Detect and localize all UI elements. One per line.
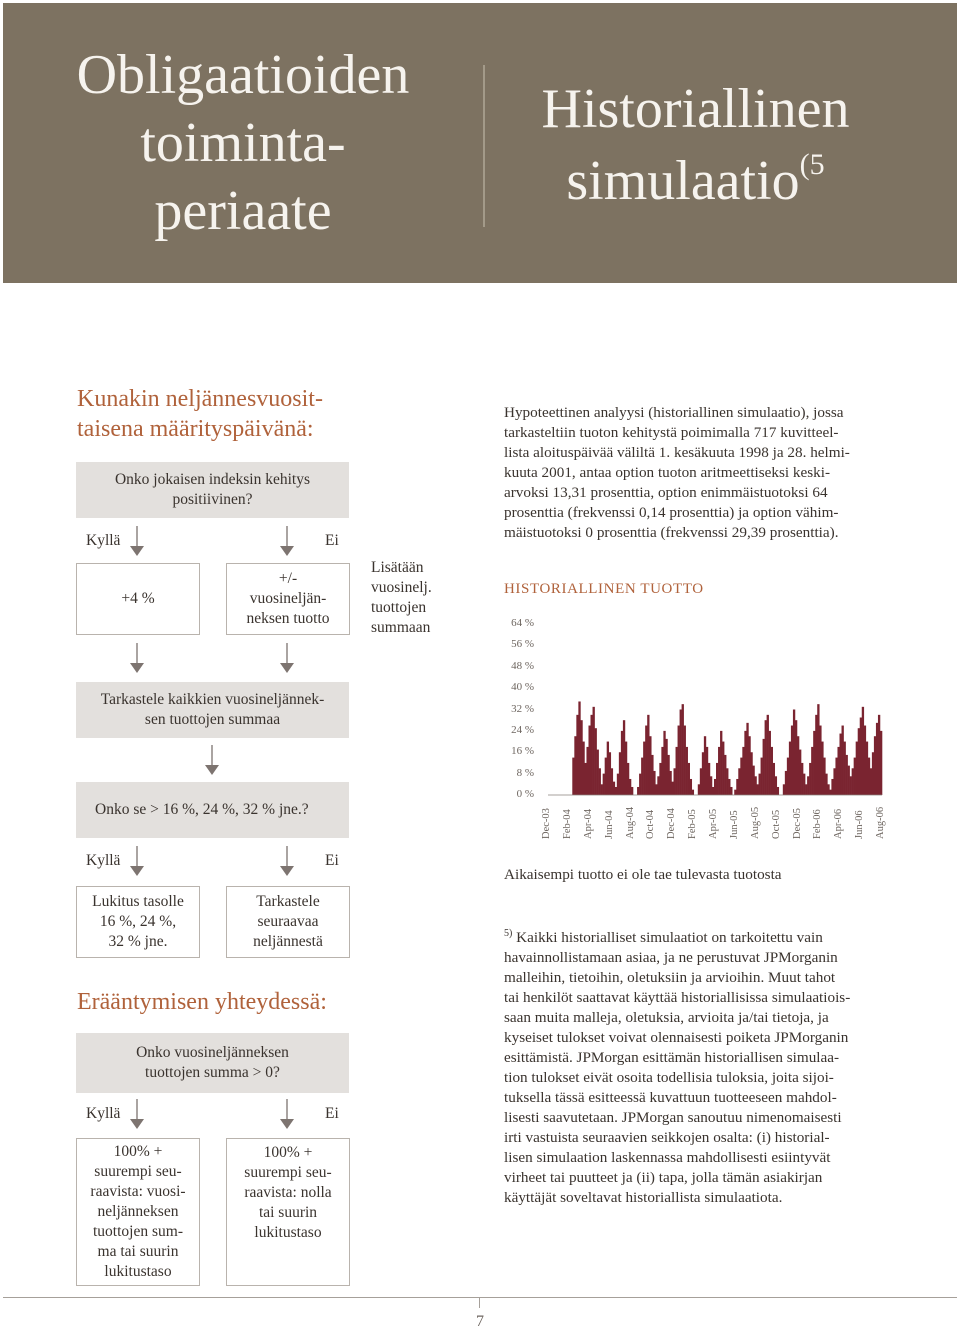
chart-bar: [730, 787, 732, 795]
text-line: kuuta 2001, antaa option tuoton aritmeettiseksi keski-: [504, 464, 831, 481]
chart-bar: [821, 742, 823, 795]
note-line: Lisätään: [371, 559, 424, 576]
chart-bar: [684, 726, 686, 795]
chart-bar: [657, 776, 659, 795]
chart-bar: [839, 734, 841, 795]
chart-bar: [736, 779, 738, 795]
chart-bar: [682, 704, 684, 795]
chart-bar: [809, 763, 811, 795]
chart-bar: [793, 710, 795, 796]
chart-bar: [761, 758, 763, 795]
arrow-down-icon: [280, 846, 294, 876]
yes-label: Kyllä: [86, 1105, 121, 1122]
box-line: Onko jokaisen indeksin kehitys: [114, 471, 311, 488]
text-line: saan muita malleja, oletuksia, arvioita ja/tai tietoja, ja: [504, 1009, 829, 1027]
chart-bar: [777, 787, 779, 795]
x-tick-label: Oct-04: [645, 809, 657, 839]
text-line: Hypoteettinen analyysi (historiallinen simulaatio), jossa: [504, 404, 844, 421]
chart-bar: [765, 720, 767, 795]
arrow-down-icon: [130, 526, 144, 556]
left-title-line: Obligaatioiden: [76, 44, 410, 106]
chart-bar: [860, 718, 862, 795]
chart-bar: [661, 747, 663, 795]
chart-bar: [752, 766, 754, 795]
question-box-index-positive: [76, 462, 349, 518]
section-title-line: taisena määrityspäivänä:: [77, 416, 314, 442]
title-divider: [483, 65, 485, 227]
chart-bar: [842, 726, 844, 795]
chart-bar: [817, 704, 819, 795]
right-title-line: [508, 145, 883, 217]
y-tick-label: 48 %: [511, 659, 534, 672]
question-box-threshold: Onko se > 16 %, 24 %, 32 % jne.?: [76, 782, 349, 838]
box-line: neljännestä: [253, 933, 323, 950]
footnote-marker: 5): [504, 928, 513, 939]
box-line: vuosineljän-: [249, 590, 327, 607]
chart-bar: [607, 742, 609, 795]
chart-bar: [716, 763, 718, 795]
chart-bar: [601, 784, 603, 795]
footer-rule: [3, 1297, 957, 1298]
chart-bar: [872, 752, 874, 795]
left-title-line: toiminta-: [140, 112, 346, 174]
chart-bar: [837, 747, 839, 795]
chart-caption: Aikaisempi tuotto ei ole tae tulevasta tuotosta: [504, 866, 782, 883]
box-line: lukitustaso: [104, 1263, 172, 1280]
text-line: käyttäjät soveltavat historiallista simulaatiota.: [504, 1189, 783, 1207]
chart-bar: [880, 731, 882, 795]
chart-title: HISTORIALLINEN TUOTTO: [504, 581, 704, 597]
x-tick-label: Aug-05: [749, 806, 761, 839]
section-title-quarterly: [77, 384, 367, 444]
chart-bar: [667, 755, 669, 795]
x-tick-label: Aug-04: [624, 806, 636, 839]
arrow-down-icon: [130, 643, 144, 673]
text-line: tarkasteltiin tuoton kehitystä poimimalla 717 kuvitteel-: [504, 424, 839, 441]
chart-bar: [712, 787, 714, 795]
chart-bar: [734, 790, 736, 795]
left-title-line: periaate: [154, 180, 332, 242]
chart-bar: [588, 726, 590, 795]
plusminus-box: [226, 563, 350, 635]
x-tick-label: Dec-05: [791, 808, 803, 839]
chart-bar: [708, 763, 710, 795]
chart-bar: [700, 768, 702, 795]
page-number: 7: [476, 1313, 484, 1330]
box-line: neljänneksen: [97, 1203, 179, 1220]
box-line: tuottojen sum-: [93, 1223, 183, 1240]
y-tick-label: 32 %: [511, 702, 534, 715]
chart-bar: [844, 742, 846, 795]
chart-bar: [789, 742, 791, 795]
chart-bar: [771, 747, 773, 795]
intro-paragraph: [504, 403, 894, 543]
box-line: neksen tuotto: [246, 610, 330, 627]
chart-bar: [829, 790, 831, 795]
chart-bar: [686, 747, 688, 795]
chart-bar: [680, 710, 682, 796]
chart-bar: [627, 763, 629, 795]
chart-bar: [641, 758, 643, 795]
chart-bar: [827, 784, 829, 795]
chart-bar: [795, 720, 797, 795]
no-label: Ei: [325, 852, 339, 869]
box-line: suurempi seu-: [244, 1164, 332, 1181]
box-line: suurempi seu-: [94, 1163, 182, 1180]
x-tick-label: Oct-05: [770, 809, 782, 839]
box-line: 16 %, 24 %,: [99, 913, 177, 930]
y-tick-label: 0 %: [516, 788, 534, 800]
chart-bar: [710, 776, 712, 795]
chart-bar: [738, 768, 740, 795]
chart-bar: [724, 755, 726, 795]
text-line: irti vastuista seuraavien seikkojen osalta: (i) historial-: [504, 1129, 830, 1147]
chart-bar: [611, 768, 613, 795]
box-line: 100% +: [113, 1143, 163, 1160]
chart-bar: [615, 787, 617, 795]
chart-bar: [746, 723, 748, 795]
chart-bar: [835, 758, 837, 795]
arrow-down-icon: [280, 643, 294, 673]
chart-bar: [676, 747, 678, 795]
chart-bar: [599, 768, 601, 795]
x-tick-label: Apr-06: [833, 808, 845, 839]
text-line: tuksella tässä esitteessä kuvattuun tuotteeseen mahdol-: [504, 1089, 837, 1107]
chart-bar: [856, 742, 858, 795]
chart-bar: [609, 752, 611, 795]
lock-box: [76, 886, 200, 958]
chart-bar: [805, 784, 807, 795]
box-line: raavista: vuosi-: [90, 1183, 186, 1200]
chart-bar: [702, 752, 704, 795]
chart-bar: [759, 774, 761, 795]
chart-bar: [801, 763, 803, 795]
chart-bar: [815, 715, 817, 795]
arrow-down-icon: [205, 745, 219, 775]
plus4-box: +4 %: [76, 563, 200, 635]
text-line: [504, 924, 894, 948]
chart-bar: [582, 742, 584, 795]
chart-bar: [811, 747, 813, 795]
chart-bar: [720, 731, 722, 795]
chart-bar: [718, 747, 720, 795]
chart-bar: [669, 771, 671, 795]
chart-area: [490, 610, 890, 850]
box-line: lukitustaso: [254, 1224, 322, 1241]
chart-bar: [674, 768, 676, 795]
chart-bar: [831, 779, 833, 795]
chart-bar: [584, 763, 586, 795]
chart-bar: [750, 752, 752, 795]
x-tick-label: Dec-03: [541, 808, 552, 839]
chart-bar: [625, 742, 627, 795]
x-tick-label: Feb-05: [687, 809, 699, 839]
chart-bar: [748, 736, 750, 795]
box-line: Tarkastele: [256, 893, 320, 910]
chart-bar: [597, 750, 599, 795]
x-tick-label: Jun-04: [603, 810, 615, 839]
chart-bar: [671, 782, 673, 795]
box-line: Lukitus tasolle: [92, 893, 184, 910]
chart-bar: [754, 776, 756, 795]
chart-bar: [878, 715, 880, 795]
box-line: raavista: nolla: [244, 1184, 332, 1201]
chart-bar: [866, 742, 868, 795]
chart-bar: [578, 701, 580, 795]
no-label: Ei: [325, 1105, 339, 1122]
chart-bar: [870, 768, 872, 795]
arrow-down-icon: [130, 846, 144, 876]
chart-bar: [643, 742, 645, 795]
chart-bar: [799, 750, 801, 795]
text-line: lista aloituspäivää väliltä 1. kesäkuuta 1998 ja 28. helmi-: [504, 444, 850, 461]
chart-bar: [651, 755, 653, 795]
text-line: esittämistä. JPMorgan esittämän historiallisen simulaa-: [504, 1049, 840, 1067]
chart-bar: [605, 758, 607, 795]
chart-bar: [572, 758, 574, 795]
box-line: +/-: [278, 570, 298, 587]
chart-bar: [773, 763, 775, 795]
chart-bar: [631, 787, 633, 795]
note-line: vuosinelj.: [371, 579, 432, 596]
note-line: summaan: [371, 619, 431, 636]
x-tick-label: Apr-04: [582, 808, 594, 839]
chart-bar: [591, 715, 593, 795]
y-tick-label: 8 %: [516, 766, 534, 779]
text-span: Kaikki historialliset simulaatiot on tarkoitettu vain: [516, 929, 823, 947]
text-line: havainnollistamaan asiaa, ja ne perustuvat JPMorganin: [504, 949, 838, 967]
next-quarter-box: [226, 886, 350, 958]
chart-bar: [576, 715, 578, 795]
right-title: [508, 73, 883, 217]
chart-bar: [769, 731, 771, 795]
chart-bar: [728, 779, 730, 795]
x-tick-label: Jun-06: [854, 810, 866, 839]
right-title-word: simulaatio: [566, 150, 800, 212]
text-line: virheet tai puutteet ja (ii) tapa, jolla tämän asiakirjan: [504, 1169, 823, 1187]
text-line: arvoksi 13,31 prosenttia, option enimmäistuotoksi 64: [504, 484, 828, 501]
chart-bar: [659, 763, 661, 795]
right-title-line: Historiallinen: [541, 78, 850, 140]
chart-bar: [846, 755, 848, 795]
chart-bar: [706, 747, 708, 795]
chart-bar: [653, 771, 655, 795]
text-line: tion tulokset eivät osoita todellisia tuloksia, joita sijoi-: [504, 1069, 834, 1087]
chart-bar: [617, 774, 619, 795]
text-line: mäistuotoksi 0 prosenttia (frekvenssi 29,39 prosenttia).: [504, 524, 839, 541]
chart-bar: [854, 758, 856, 795]
chart-bar: [647, 715, 649, 795]
add-note: [371, 558, 432, 638]
chart-bar: [595, 728, 597, 795]
chart-bar: [722, 742, 724, 795]
chart-bar: [619, 752, 621, 795]
chart-bar: [813, 731, 815, 795]
text-line: prosenttia (frekvenssi 0,14 prosenttia) ja option vähim-: [504, 504, 839, 521]
note-line: tuottojen: [371, 599, 427, 616]
chart-bar: [704, 736, 706, 795]
chart-bar: [757, 784, 759, 795]
outcome-no-box: [226, 1138, 350, 1286]
footnote: [504, 924, 894, 1208]
x-tick-label: Apr-05: [708, 808, 719, 839]
chart-bar: [785, 771, 787, 795]
x-tick-label: Feb-06: [812, 809, 824, 839]
chart-bar: [678, 726, 680, 795]
chart-bar: [692, 790, 694, 795]
box-line: 32 % jne.: [108, 933, 168, 950]
text-line: lisen simulaation laskennassa mahdollisesti esiintyvät: [504, 1149, 831, 1167]
chart-bar: [807, 776, 809, 795]
x-tick-label: Feb-04: [561, 809, 573, 839]
chart-bar: [688, 763, 690, 795]
chart-bar: [613, 782, 615, 795]
chart-bar: [586, 747, 588, 795]
footnote-ref: (5: [799, 148, 825, 181]
chart-bar: [862, 707, 864, 795]
text-line: lisesti saavutetaan. JPMorgan sanoutuu nimenomaisesti: [504, 1109, 842, 1127]
footer-tick: [479, 1298, 480, 1308]
chart-bar: [593, 707, 595, 795]
chart-bar: [645, 726, 647, 795]
chart-bar: [714, 779, 716, 795]
y-tick-label: 40 %: [511, 681, 534, 694]
box-line: positiivinen?: [172, 491, 253, 508]
text-line: tai henkilöt saattavat käyttää historiallisissa simulaatiois-: [504, 989, 851, 1007]
chart-bar: [833, 768, 835, 795]
chart-bar: [848, 766, 850, 795]
chart-bar: [763, 739, 765, 795]
chart-bar: [603, 774, 605, 795]
y-tick-label: 24 %: [511, 723, 534, 736]
question-box-sum-positive: [76, 1033, 349, 1093]
left-title: [3, 41, 483, 245]
header-banner: [3, 3, 957, 283]
chart-bar: [665, 739, 667, 795]
arrow-down-icon: [130, 1099, 144, 1129]
box-line: Onko vuosineljänneksen: [136, 1044, 289, 1061]
chart-bar: [858, 728, 860, 795]
chart-bar: [775, 776, 777, 795]
chart-bar: [767, 715, 769, 795]
chart-bar: [740, 758, 742, 795]
chart-bar: [698, 784, 700, 795]
chart-bar: [639, 774, 641, 795]
chart-bar: [825, 774, 827, 795]
box-line: tuottojen summa > 0?: [145, 1064, 280, 1081]
chart-bar: [864, 726, 866, 795]
chart-bar: [787, 758, 789, 795]
y-tick-label: 64 %: [511, 617, 534, 629]
review-sum-box: [76, 682, 349, 738]
yes-label: Kyllä: [86, 532, 121, 549]
arrow-down-icon: [280, 526, 294, 556]
chart-bar: [649, 736, 651, 795]
outcome-yes-box: [76, 1138, 200, 1286]
chart-bar: [623, 720, 625, 795]
box-line: sen tuottojen summaa: [144, 711, 281, 728]
chart-bar: [690, 779, 692, 795]
chart-bar: [621, 731, 623, 795]
y-tick-label: 56 %: [511, 638, 534, 651]
chart-bar: [852, 768, 854, 795]
chart-bar: [783, 784, 785, 795]
box-line: ma tai suurin: [97, 1243, 179, 1260]
chart-bar: [744, 731, 746, 795]
chart-bar: [742, 747, 744, 795]
chart-bar: [629, 779, 631, 795]
section-title-line: Kunakin neljännesvuosit-: [77, 386, 323, 412]
no-label: Ei: [325, 532, 339, 549]
chart-bar: [823, 758, 825, 795]
chart-bar: [574, 736, 576, 795]
yes-label: Kyllä: [86, 852, 121, 869]
y-tick-label: 16 %: [511, 745, 534, 758]
chart-bar: [868, 758, 870, 795]
box-line: 100% +: [263, 1144, 313, 1161]
chart-bar: [726, 768, 728, 795]
box-line: tai suurin: [258, 1204, 318, 1221]
chart-bar: [663, 731, 665, 795]
box-line: seuraavaa: [257, 913, 319, 930]
chart-bar: [874, 736, 876, 795]
x-tick-label: Aug-06: [875, 806, 886, 839]
text-line: kyseiset tulokset voivat olennaisesti poiketa JPMorganin: [504, 1029, 849, 1047]
x-tick-label: Dec-04: [666, 808, 678, 839]
chart-bar: [580, 720, 582, 795]
text-line: malleihin, tietoihin, oletuksiin ja arvioihin. Muut tahot: [504, 969, 836, 987]
section-title-maturity: Erääntymisen yhteydessä:: [77, 989, 327, 1015]
chart-bar: [637, 787, 639, 795]
chart-bar: [791, 726, 793, 795]
arrow-down-icon: [280, 1099, 294, 1129]
chart-bar: [850, 776, 852, 795]
box-line: Tarkastele kaikkien vuosineljännek-: [100, 691, 325, 708]
chart-bar: [797, 736, 799, 795]
chart-bar: [655, 784, 657, 795]
chart-bar: [803, 774, 805, 795]
chart-bar: [876, 723, 878, 795]
chart-bar: [819, 726, 821, 795]
x-tick-label: Jun-05: [728, 810, 740, 839]
